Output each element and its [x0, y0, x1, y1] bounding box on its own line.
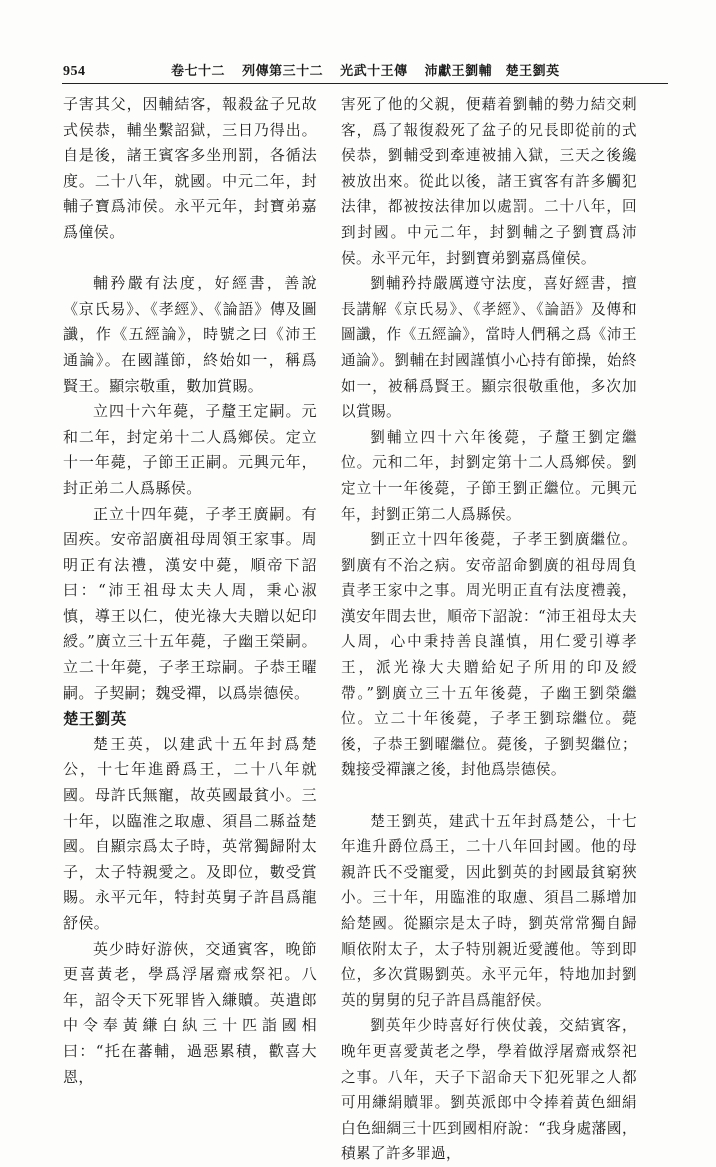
- classical-paragraph: 英少時好游俠，交通賓客，晚節更喜黃老，學爲浮屠齋戒祭祀。八年，詔令天下死罪皆入縑贖。英遣郎中令奉黃縑白紈三十匹詣國相曰：“托在蕃輔，過惡累積，歡喜大恩，: [63, 939, 317, 1086]
- header-subjects: 沛獻王劉輔 楚王劉英: [424, 64, 560, 79]
- translation-paragraph: 劉輔立四十六年後薨，子釐王劉定繼位。元和二年，封劉定第十二人爲鄉侯。劉定立十一年後薨，子節王劉正繼位。元興元年，封劉正第二人爲縣侯。: [341, 428, 637, 523]
- translation-paragraph: 劉輔矜持嚴厲遵守法度，喜好經書，擅長講解《京氏易》、《孝經》、《論語》及傳和圖讖，作《五經論》，當時人們稱之爲《沛王通論》。劉輔在封國謹慎小心持有節操，始終如一，被稱爲賢王。顯宗很敬重他，多次加以賞賜。: [341, 275, 637, 421]
- translation-text-column: [341, 92, 637, 1167]
- classical-paragraph: 楚王英，以建武十五年封爲楚公，十七年進爵爲王，二十八年就國。母許氏無寵，故英國最貧小。三十年，以臨淮之取慮、須昌二縣益楚國。自顯宗爲太子時，英常獨歸附太子，太子特親愛之。及即位，數受賞賜。永平元年，特封英舅子許昌爲龍舒侯。: [63, 734, 317, 932]
- classical-paragraph: 輔矜嚴有法度，好經書，善說《京氏易》、《孝經》、《論語》傳及圖讖，作《五經論》，時號之曰《沛王通論》。在國謹節，終始如一，稱爲賢王。顯宗敬重，數加賞賜。: [63, 274, 317, 395]
- translation-paragraph: 楚王劉英，建武十五年封爲楚公，十七年進升爵位爲王，二十八年回封國。他的母親許氏不受寵愛，因此劉英的封國最貧窮狹小。三十年，用臨淮的取慮、須昌二縣增加給楚國。從顯宗是太子時，劉英常常獨自歸順依附太子，太子特別親近愛護他。等到即位，多次賞賜劉英。永平元年，特地加封劉英的舅舅的兒子許昌爲龍舒侯。: [341, 812, 637, 1009]
- translation-paragraph: 害死了他的父親，便藉着劉輔的勢力結交刺客，爲了報復殺死了盆子的兄長即從前的式侯恭，劉輔受到牽連被捕入獄，三天之後纔被放出來。從此以後，諸王賓客有許多觸犯法律，都被按法律加以處罰。二十八年，回到封國。中元二年，封劉輔之子劉寶爲沛侯。永平元年，封劉寶弟劉嘉爲僮侯。: [341, 96, 637, 267]
- classical-paragraph: 立四十六年薨，子釐王定嗣。元和二年，封定弟十二人爲鄉侯。定立十一年薨，子節王正嗣。元興元年，封正弟二人爲縣侯。: [63, 402, 317, 497]
- classical-paragraph: 子害其父，因輔結客，報殺盆子兄故式侯恭，輔坐繫詔獄，三日乃得出。自是後，諸王賓客多坐刑罰，各循法度。二十八年，就國。中元二年，封輔子寶爲沛侯。永平元年，封寶弟嘉爲僮侯。: [63, 95, 317, 241]
- translation-paragraph: 劉英年少時喜好行俠仗義，交結賓客，晚年更喜愛黃老之學，學着做浮屠齋戒祭祀之事。八年，天子下詔命天下犯死罪之人都可用縑絹贖罪。劉英派郎中令捧着黃色細絹白色細綢三十匹到國相府說：“我身處藩國，積累了許多罪過，: [341, 1017, 637, 1163]
- header-chapter: 列傳第三十二: [242, 64, 324, 79]
- classical-text-column: [63, 92, 317, 1090]
- header-section: 光武十王傳: [340, 64, 408, 79]
- page-header: [63, 60, 663, 80]
- classical-paragraph: 正立十四年薨，子孝王廣嗣。有固疾。安帝詔廣祖母周領王家事。周明正有法禮，漢安中薨，順帝下詔曰：“沛王祖母太夫人周，秉心淑慎，導王以仁，使光祿大夫贈以妃印綬。”廣立三十五年薨，子幽王榮嗣。立二十年薨，子孝王琮嗣。子恭王曜嗣。子契嗣；魏受禪，以爲崇德侯。: [63, 504, 317, 702]
- section-title: 楚王劉英: [63, 709, 127, 729]
- header-volume: 卷七十二: [171, 64, 226, 79]
- page-number: 954: [63, 64, 86, 79]
- translation-paragraph: 劉正立十四年後薨，子孝王劉廣繼位。劉廣有不治之病。安帝詔命劉廣的祖母周負責孝王家中之事。周光明正直有法度禮義，漢安年間去世，順帝下詔說：“沛王祖母太夫人周，心中秉持善良謹慎，用仁愛引導孝王，派光祿大夫贈給妃子所用的印及綬帶。”劉廣立三十五年後薨，子幽王劉榮繼位。立二十年後薨，子孝王劉琮繼位。薨後，子恭王劉曜繼位。薨後，子劉契繼位；魏接受禪讓之後，封他爲崇德侯。: [341, 531, 637, 779]
- header-rule: [62, 83, 668, 84]
